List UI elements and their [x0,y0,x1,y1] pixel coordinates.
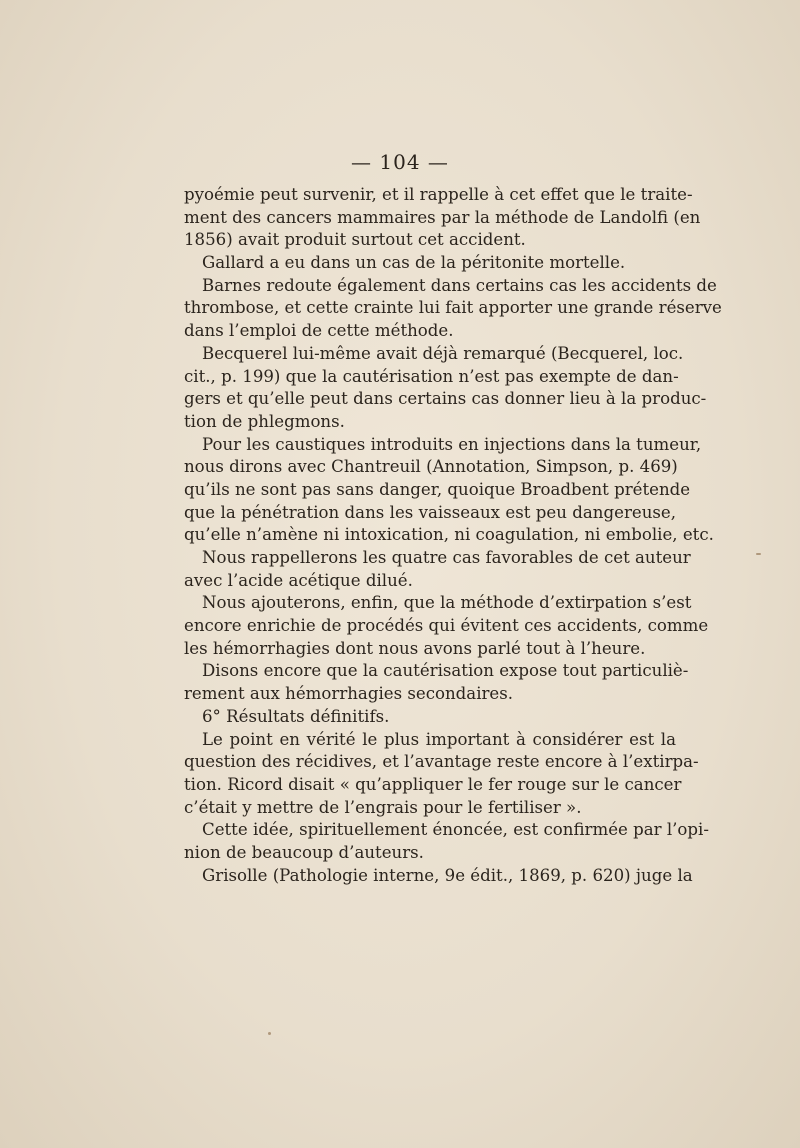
text-line: avec l’acide acétique dilué. [184,570,413,590]
text-line: c’était y mettre de l’engrais pour le fertiliser ». [184,797,582,817]
text-line: 6° Résultats définitifs. [202,706,390,726]
text-line: nion de beaucoup d’auteurs. [184,842,424,862]
text-line: Pour les caustiques introduits en injections dans la tumeur, [202,434,702,454]
text-line: Barnes redoute également dans certains cas les accidents de [202,275,717,295]
text-line: Cette idée, spirituellement énoncée, est confirmée par l’opi- [202,820,709,840]
text-line: Le point en vérité le plus important à considérer est la [202,729,676,749]
text-line: Nous ajouterons, enfin, que la méthode d’extirpation s’est [202,593,692,613]
text-line: les hémorrhagies dont nous avons parlé tout à l’heure. [184,638,646,658]
text-line: Nous rappellerons les quatre cas favorables de cet auteur [202,548,691,567]
text-line: thrombose, et cette crainte lui fait apporter une grande réserve [184,298,722,318]
text-line: nous dirons avec Chantreuil (Annotation, Simpson, p. 469) [184,457,678,477]
text-line: ment des cancers mammaires par la méthode de Landolfi (en [184,207,701,227]
text-line: 1856) avait produit surtout cet accident. [184,230,526,250]
text-line: Disons encore que la cautérisation expose tout particuliè- [202,661,689,681]
text-line: cit., p. 199) que la cautérisation n’est pas exempte de dan- [184,366,679,386]
text-line: que la pénétration dans les vaisseaux est peu dangereuse, [184,502,676,522]
body-text [184,184,722,887]
paper-speck [268,1032,271,1035]
text-line: Gallard a eu dans un cas de la péritonite mortelle. [202,253,626,273]
text-line: qu’elle n’amène ni intoxication, ni coagulation, ni embolie, etc. [184,525,714,545]
text-line: pyoémie peut survenir, et il rappelle à cet effet que le traite- [184,185,693,204]
text-line: tion. Ricord disait « qu’appliquer le fer rouge sur le cancer [184,774,682,794]
paper-speck [756,553,761,555]
text-line: gers et qu’elle peut dans certains cas donner lieu à la produc- [184,389,707,409]
text-line: tion de phlegmons. [184,411,345,431]
text-line: qu’ils ne sont pas sans danger, quoique Broadbent prétende [184,479,691,499]
text-line: question des récidives, et l’avantage reste encore à l’extirpa- [184,752,699,772]
text-line: Grisolle (Pathologie interne, 9e édit., 1869, p. 620) juge la [202,865,693,885]
text-line: Becquerel lui-même avait déjà remarqué (Becquerel, loc. [202,343,684,363]
page-number: — 104 — [351,150,449,174]
text-line: rement aux hémorrhagies secondaires. [184,684,514,704]
text-line: encore enrichie de procédés qui évitent ces accidents, comme [184,616,709,636]
text-line: dans l’emploi de cette méthode. [184,321,454,341]
